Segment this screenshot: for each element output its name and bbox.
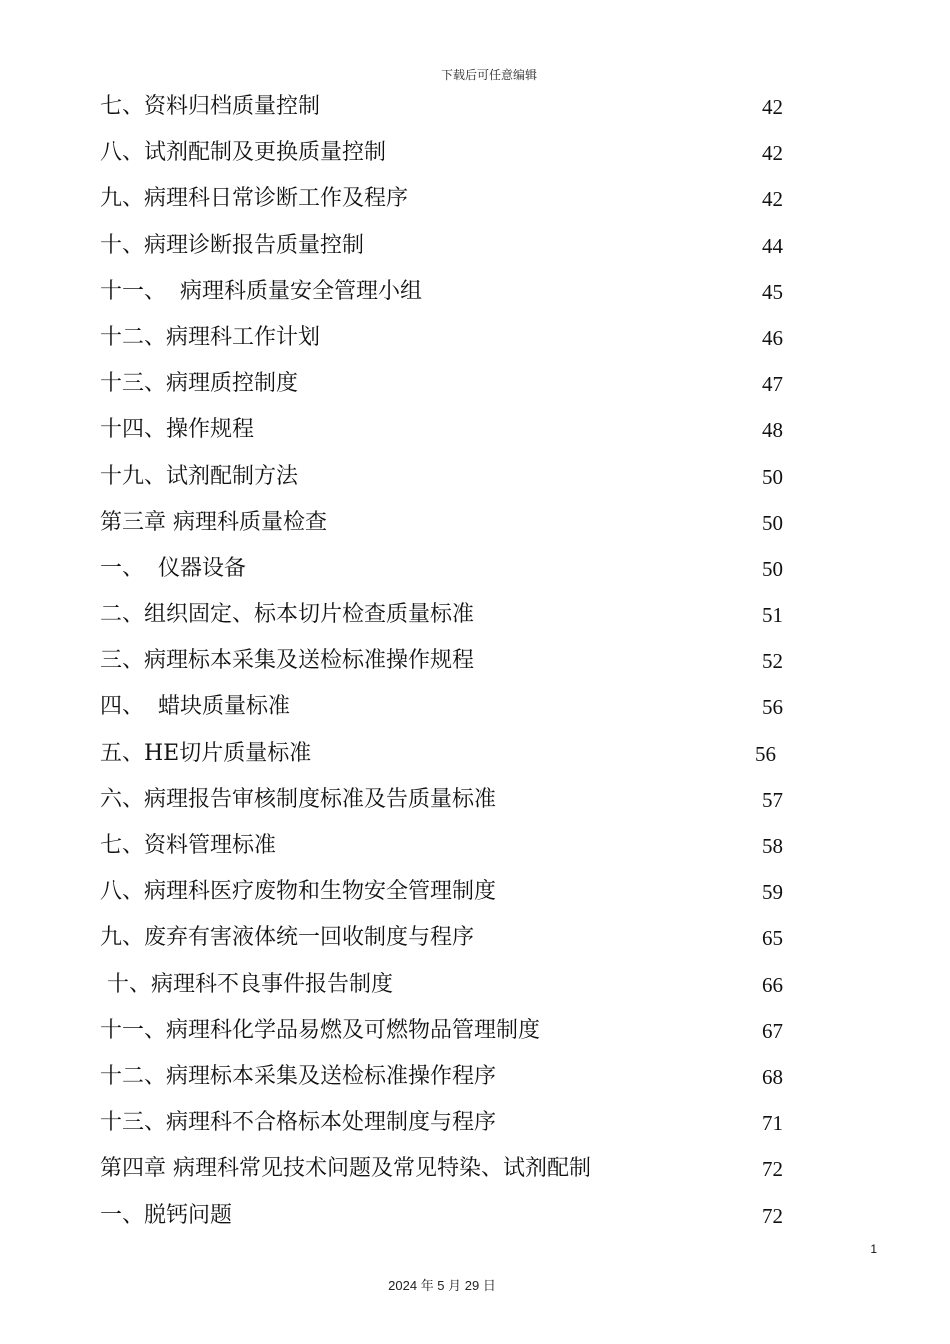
toc-entry-title: 一、 仪器设备 — [100, 555, 246, 581]
toc-entry-title: 七、资料归档质量控制 — [100, 94, 321, 119]
toc-entry-title: 九、病理科日常诊断工作及程序 — [100, 186, 409, 212]
toc-entry-page: 52 — [762, 649, 783, 674]
toc-entry-title: 十一、 病理科质量安全管理小组 — [100, 278, 422, 304]
toc-entry[interactable] — [100, 550, 790, 596]
toc-entry-title: 二、组织固定、标本切片检查质量标准 — [100, 602, 475, 628]
toc-entry-title: 八、病理科医疗废物和生物安全管理制度 — [100, 879, 497, 905]
toc-entry-title: 五、HE切片质量标准 — [100, 740, 312, 766]
toc-entry-page: 72 — [762, 1157, 783, 1182]
toc-entry-page: 56 — [755, 741, 776, 766]
toc-entry-page: 48 — [762, 418, 783, 443]
toc-entry-page: 42 — [762, 141, 783, 166]
toc-entry-title: 七、资料管理标准 — [100, 833, 277, 858]
toc-entry[interactable] — [100, 88, 790, 134]
toc-entry[interactable] — [100, 1197, 790, 1243]
toc-entry-page: 44 — [762, 233, 783, 258]
toc-entry-page: 51 — [762, 603, 783, 628]
toc-entry-page: 65 — [762, 926, 783, 951]
toc-entry[interactable] — [100, 504, 790, 550]
toc-entry-page: 56 — [762, 695, 783, 720]
toc-entry[interactable] — [100, 411, 790, 457]
toc-entry[interactable] — [100, 642, 790, 688]
toc-entry-page: 59 — [762, 880, 783, 905]
toc-entry[interactable] — [100, 319, 790, 365]
toc-entry-page: 58 — [762, 834, 783, 858]
toc-entry[interactable] — [100, 134, 790, 180]
toc-entry-title: 十、病理诊断报告质量控制 — [100, 232, 365, 258]
toc-entry-page: 42 — [762, 95, 783, 119]
toc-entry[interactable] — [100, 596, 790, 642]
toc-entry[interactable] — [100, 180, 790, 226]
toc-entry-page: 42 — [762, 187, 783, 212]
toc-entry-page: 50 — [762, 464, 783, 489]
toc-entry[interactable] — [100, 227, 790, 273]
toc-entry-title: 第三章 病理科质量检查 — [100, 509, 327, 535]
toc-entry-title: 六、病理报告审核制度标准及告质量标准 — [100, 786, 497, 812]
toc-entry[interactable] — [100, 1104, 790, 1150]
toc-entry-page: 47 — [762, 372, 783, 397]
toc-entry[interactable] — [100, 273, 790, 319]
toc-entry[interactable] — [100, 458, 790, 504]
toc-entry-title: 十二、病理标本采集及送检标准操作程序 — [100, 1063, 497, 1089]
toc-entry[interactable] — [100, 827, 790, 873]
toc-entry[interactable] — [100, 1012, 790, 1058]
toc-entry-title: 十四、操作规程 — [100, 417, 255, 443]
toc-entry[interactable] — [100, 919, 790, 965]
footer-date: 2024 年 5 月 29 日 — [388, 1278, 496, 1293]
toc-entry[interactable] — [100, 781, 790, 827]
toc-entry-page: 71 — [762, 1111, 783, 1136]
toc-entry-page: 45 — [762, 279, 783, 304]
toc-entry-page: 68 — [762, 1064, 783, 1089]
toc-entry[interactable] — [100, 688, 790, 734]
toc-entry[interactable] — [100, 966, 790, 1012]
toc-entry-page: 46 — [762, 325, 783, 350]
page-number: 1 — [870, 1242, 877, 1256]
toc-entry-title: 十三、病理质控制度 — [100, 371, 299, 397]
toc-entry-title: 三、病理标本采集及送检标准操作规程 — [100, 648, 475, 674]
toc-entry-title: 十九、试剂配制方法 — [100, 463, 299, 489]
toc-entry[interactable] — [100, 873, 790, 919]
toc-entry-title: 一、脱钙问题 — [100, 1202, 233, 1228]
toc-entry-title: 十三、病理科不合格标本处理制度与程序 — [100, 1110, 497, 1136]
toc-entry-title: 八、试剂配制及更换质量控制 — [100, 140, 387, 166]
toc-entry-page: 50 — [762, 556, 783, 581]
toc-entry-page: 66 — [762, 972, 783, 997]
toc-entry-title: 第四章 病理科常见技术问题及常见特染、试剂配制 — [100, 1156, 591, 1182]
toc-entry[interactable] — [100, 365, 790, 411]
toc-entry[interactable] — [100, 1058, 790, 1104]
toc-entry-page: 72 — [762, 1203, 783, 1228]
toc-entry[interactable] — [100, 1150, 790, 1196]
toc-entry-title: 九、废弃有害液体统一回收制度与程序 — [100, 925, 475, 951]
toc-entry-title: 四、 蜡块质量标准 — [100, 694, 290, 720]
toc-entry-title: 十、病理科不良事件报告制度 — [100, 971, 393, 997]
toc-entry-page: 57 — [762, 787, 783, 812]
toc-entry[interactable] — [100, 735, 790, 781]
toc-entry-title: 十二、病理科工作计划 — [100, 324, 321, 350]
page-header: 下载后可任意编辑 — [440, 68, 537, 82]
toc-entry-title: 十一、病理科化学品易燃及可燃物品管理制度 — [100, 1017, 541, 1043]
toc-entry-page: 50 — [762, 510, 783, 535]
toc-entry-page: 67 — [762, 1018, 783, 1043]
table-of-contents — [100, 88, 790, 1243]
